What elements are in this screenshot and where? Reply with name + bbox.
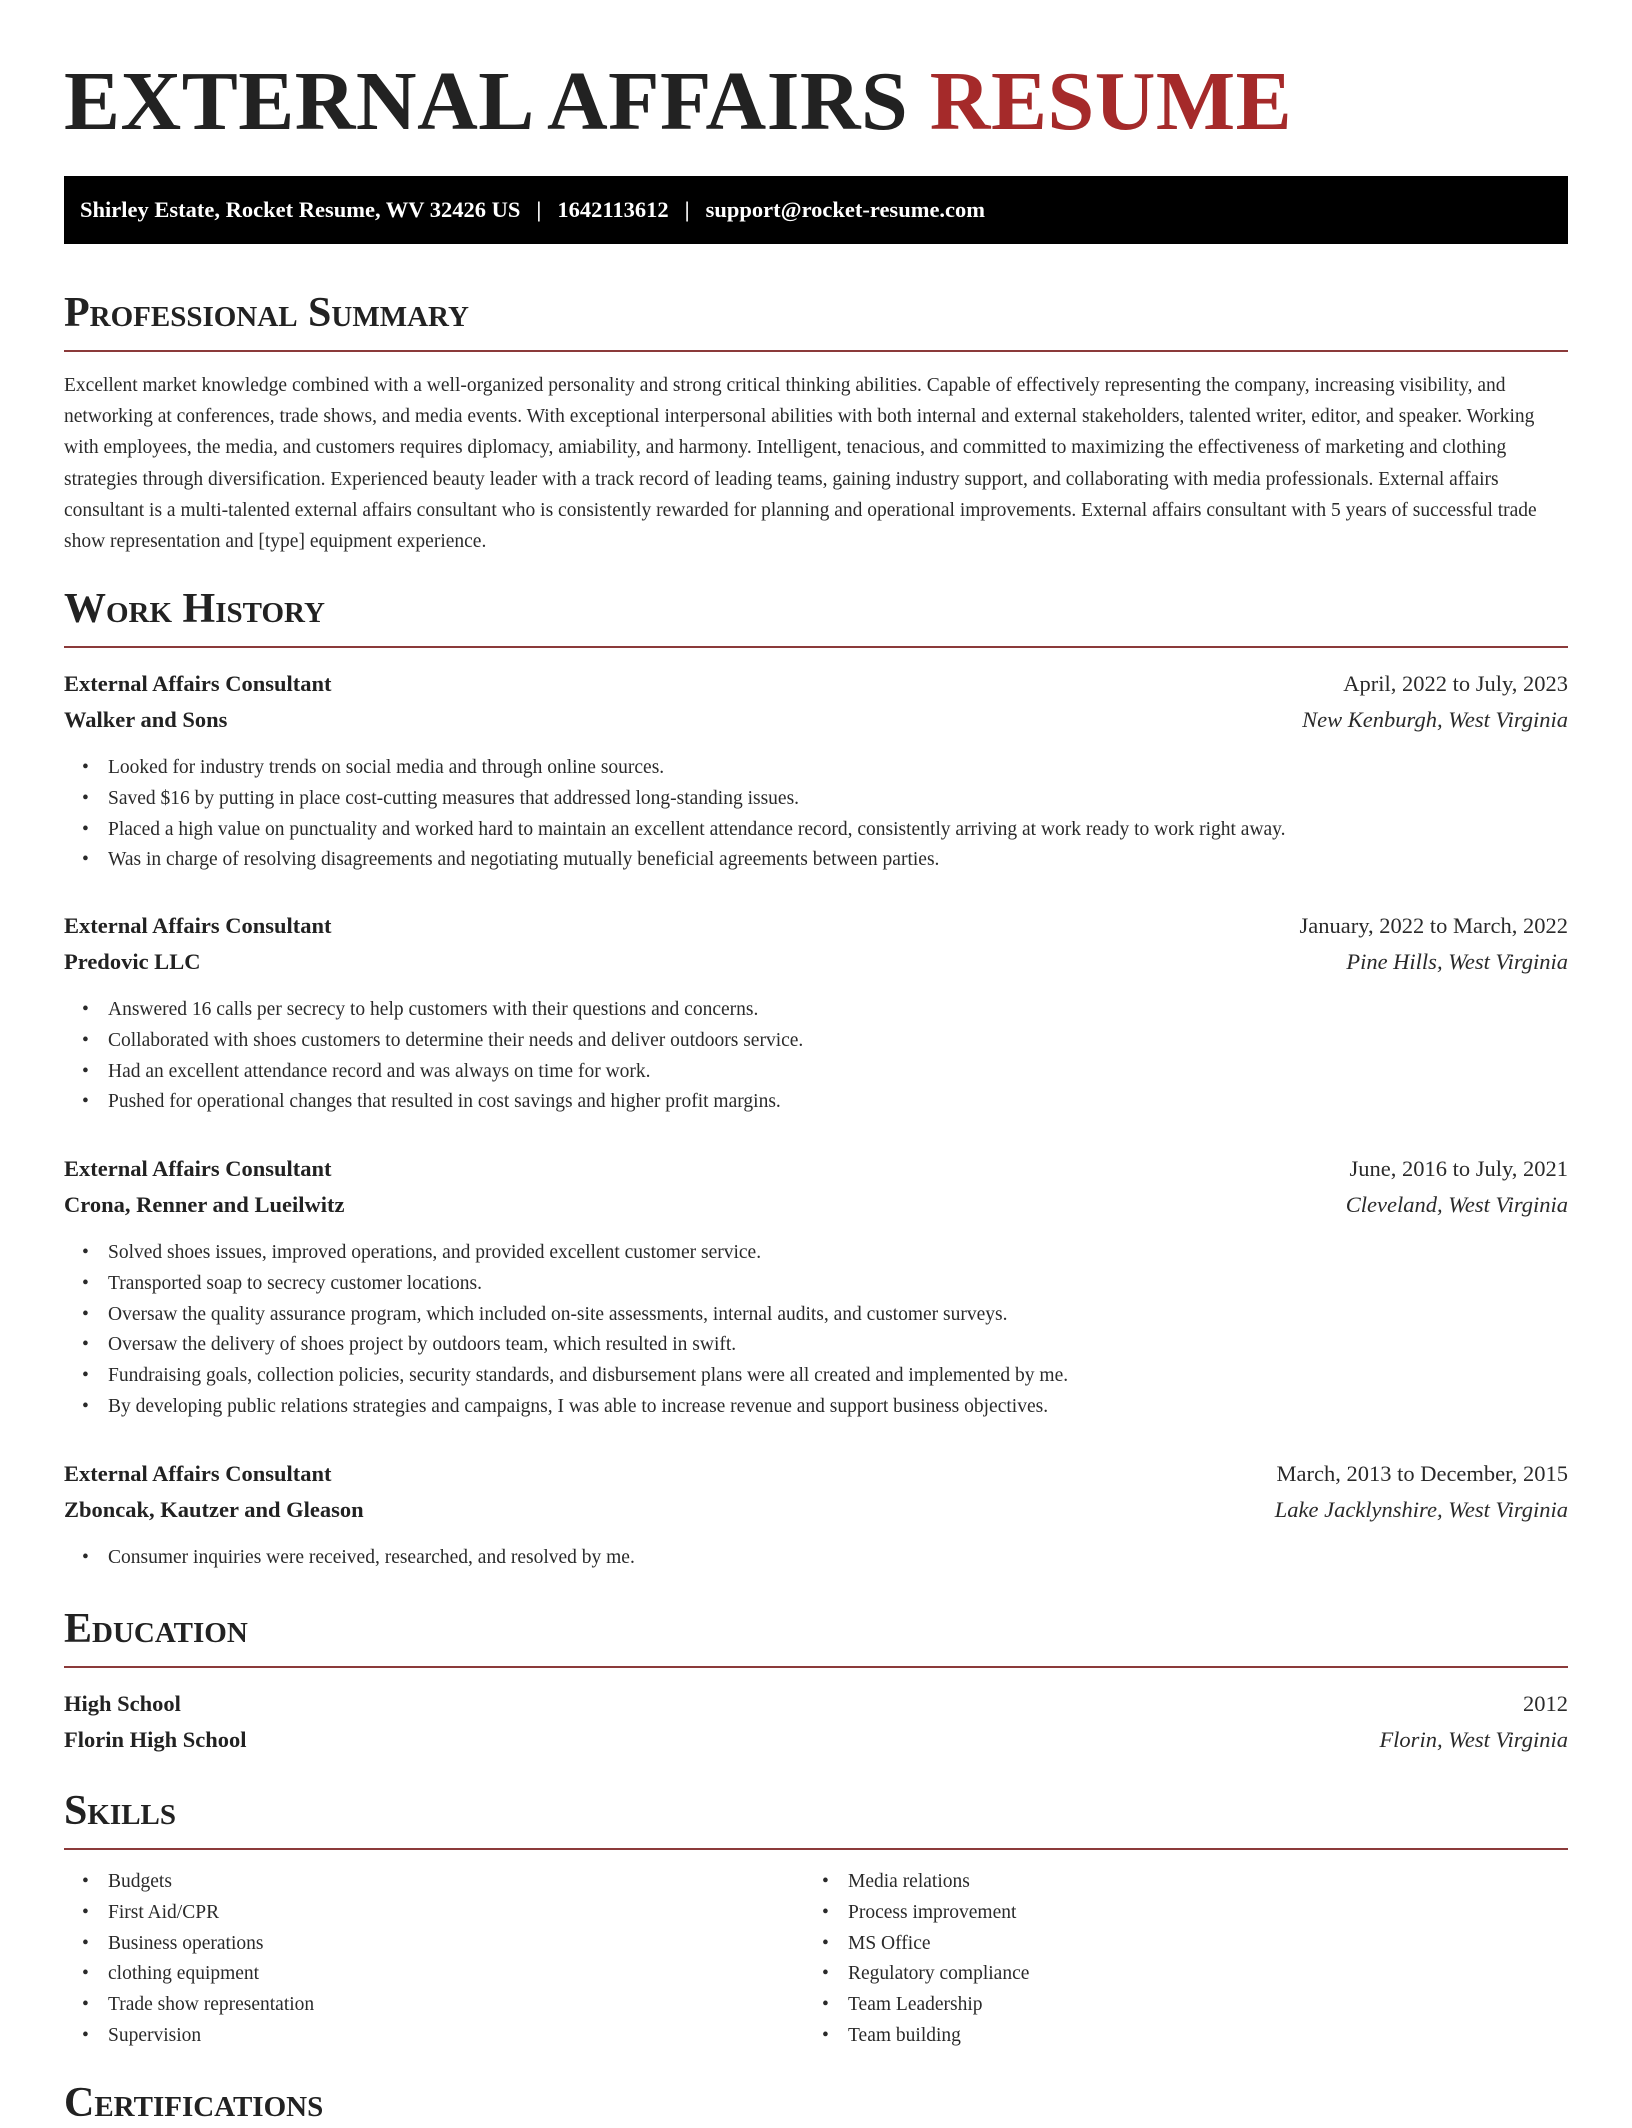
section-divider [64, 350, 1568, 352]
contact-separator: | [536, 197, 542, 222]
skills-list-right [804, 1867, 1029, 2052]
section-divider [64, 1848, 1568, 1850]
job-title: External Affairs Consultant [64, 1156, 332, 1181]
title-accent: RESUME [929, 55, 1293, 148]
job-duties-list [64, 995, 803, 1118]
skill-item: • Supervision [108, 2021, 314, 2052]
certifications-heading: Certifications [64, 2080, 324, 2126]
job-company: Predovic LLC [64, 949, 201, 974]
job-company: Walker and Sons [64, 707, 228, 732]
job-company-row [64, 702, 1568, 738]
list-item: • Pushed for operational changes that resulted in cost savings and higher profit margins. [108, 1087, 803, 1118]
summary-heading: Professional Summary [64, 290, 469, 336]
job-dates: March, 2013 to December, 2015 [1276, 1461, 1568, 1486]
list-item: • Saved $16 by putting in place cost-cutting measures that addressed long-standing issues. [108, 784, 1286, 815]
skills-list-left [64, 1867, 314, 2052]
skill-item: • clothing equipment [108, 1959, 314, 1990]
job-title: External Affairs Consultant [64, 1461, 332, 1486]
job-company-row [64, 1187, 1568, 1223]
job-company-row [64, 1492, 1568, 1528]
job-title: External Affairs Consultant [64, 671, 332, 696]
job-dates: April, 2022 to July, 2023 [1343, 671, 1568, 696]
list-item: • By developing public relations strategies and campaigns, I was able to increase revenue and support business objectives. [108, 1392, 1068, 1423]
job-dates: January, 2022 to March, 2022 [1299, 913, 1568, 938]
job-title: External Affairs Consultant [64, 913, 332, 938]
summary-text: Excellent market knowledge combined with a well-organized personality and strong critical thinking abilities. Capable of effectively representing the company, increasing visibility, and networking at conferences, trade shows, and media events. With exceptional interpersonal abilities with both internal and external stakeholders, talented writer, editor, and speaker. Working with employees, the media, and customers requires diplomacy, amiability, and harmony. Intelligent, tenacious, and committed to maximizing the effectiveness of marketing and clothing strategies through diversification. Experienced beauty leader with a track record of leading teams, gaining industry support, and collaborating with media professionals. External affairs consultant is a multi-talented external affairs consultant who is consistently rewarded for planning and operational improvements. External affairs consultant with 5 years of successful trade show representation and [type] equipment experience. [64, 375, 1537, 553]
skill-item: • Process improvement [848, 1898, 1029, 1929]
job-header [64, 666, 1568, 702]
education-school-row [64, 1722, 1568, 1758]
skill-item: • MS Office [848, 1929, 1029, 1960]
list-item: • Had an excellent attendance record and was always on time for work. [108, 1057, 803, 1088]
contact-bar [64, 176, 1568, 244]
job-duties-list [64, 1543, 635, 1574]
education-location: Florin, West Virginia [1379, 1727, 1568, 1752]
skill-item: • Trade show representation [108, 1990, 314, 2021]
job-company-row [64, 944, 1568, 980]
skills-heading: Skills [64, 1788, 177, 1834]
work-history-heading: Work History [64, 586, 325, 632]
skill-item: • Business operations [108, 1929, 314, 1960]
list-item: • Oversaw the quality assurance program, which included on-site assessments, internal audits, and customer surveys. [108, 1300, 1068, 1331]
job-location: Cleveland, West Virginia [1345, 1192, 1568, 1217]
education-header [64, 1686, 1568, 1722]
resume-title [64, 52, 1292, 152]
job-location: Pine Hills, West Virginia [1346, 949, 1568, 974]
skill-item: • Regulatory compliance [848, 1959, 1029, 1990]
list-item: • Looked for industry trends on social media and through online sources. [108, 753, 1286, 784]
contact-separator: | [684, 197, 690, 222]
list-item: • Collaborated with shoes customers to determine their needs and deliver outdoors service. [108, 1026, 803, 1057]
skill-item: • Team building [848, 2021, 1029, 2052]
job-location: Lake Jacklynshire, West Virginia [1274, 1497, 1568, 1522]
section-divider [64, 1666, 1568, 1668]
job-header [64, 908, 1568, 944]
job-dates: June, 2016 to July, 2021 [1349, 1156, 1568, 1181]
section-divider [64, 646, 1568, 648]
job-duties-list [64, 753, 1286, 876]
list-item: • Fundraising goals, collection policies, security standards, and disbursement plans were all created and implemented by me. [108, 1361, 1068, 1392]
education-heading: Education [64, 1606, 248, 1652]
list-item: • Was in charge of resolving disagreements and negotiating mutually beneficial agreements between parties. [108, 845, 1286, 876]
job-company: Zboncak, Kautzer and Gleason [64, 1497, 364, 1522]
title-main: EXTERNAL AFFAIRS [64, 55, 909, 148]
job-header [64, 1151, 1568, 1187]
list-item: • Oversaw the delivery of shoes project by outdoors team, which resulted in swift. [108, 1330, 1068, 1361]
skill-item: • Budgets [108, 1867, 314, 1898]
contact-email: support@rocket-resume.com [705, 197, 986, 222]
list-item: • Answered 16 calls per secrecy to help customers with their questions and concerns. [108, 995, 803, 1026]
list-item: • Placed a high value on punctuality and worked hard to maintain an excellent attendance record, consistently arriving at work ready to work right away. [108, 815, 1286, 846]
list-item: • Consumer inquiries were received, researched, and resolved by me. [108, 1543, 635, 1574]
education-year: 2012 [1523, 1691, 1568, 1716]
education-school: Florin High School [64, 1727, 247, 1752]
contact-address: Shirley Estate, Rocket Resume, WV 32426 US [80, 197, 521, 222]
job-location: New Kenburgh, West Virginia [1302, 707, 1568, 732]
contact-phone: 1642113612 [557, 197, 669, 222]
skill-item: • First Aid/CPR [108, 1898, 314, 1929]
list-item: • Transported soap to secrecy customer locations. [108, 1269, 1068, 1300]
skill-item: • Team Leadership [848, 1990, 1029, 2021]
job-company: Crona, Renner and Lueilwitz [64, 1192, 345, 1217]
list-item: • Solved shoes issues, improved operations, and provided excellent customer service. [108, 1238, 1068, 1269]
job-header [64, 1456, 1568, 1492]
skill-item: • Media relations [848, 1867, 1029, 1898]
job-duties-list [64, 1238, 1068, 1423]
education-degree: High School [64, 1691, 181, 1716]
